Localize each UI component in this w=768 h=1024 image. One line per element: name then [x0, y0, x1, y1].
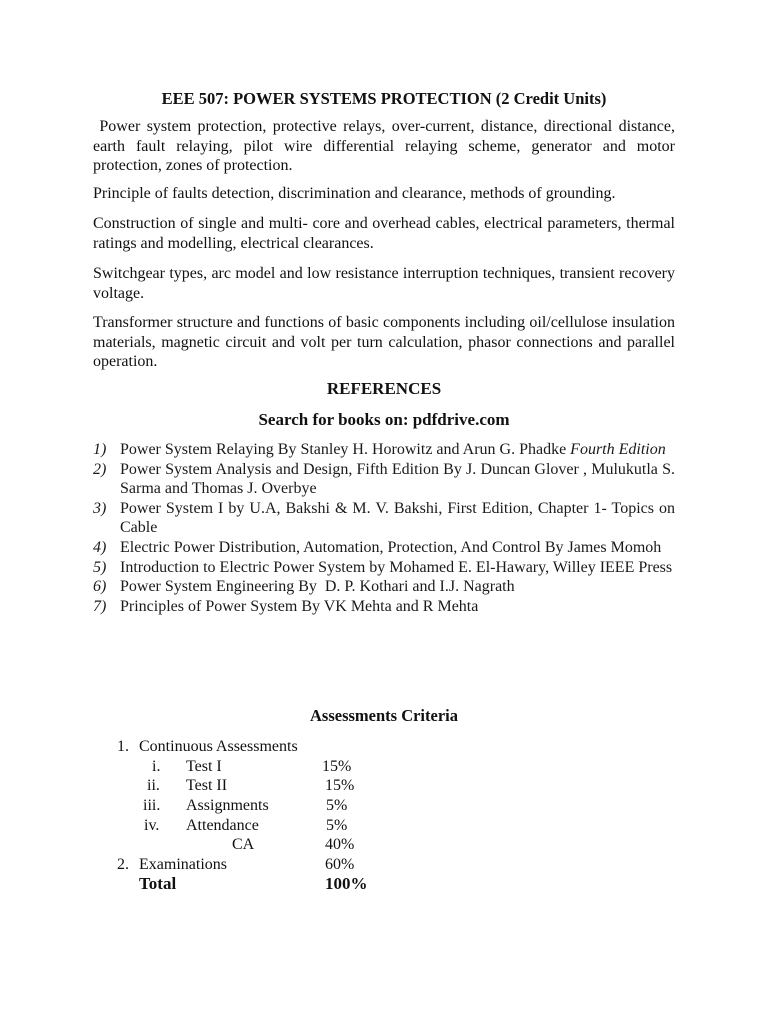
reference-number: 1): [93, 441, 107, 458]
item-number: iii.: [143, 797, 161, 814]
item-number: i.: [152, 758, 161, 775]
reference-text: Power System Engineering By D. P. Kothari and I.J. Nagrath: [120, 578, 515, 596]
reference-text: Electric Power Distribution, Automation, Protection, And Control By James Momoh: [120, 538, 662, 556]
exam-label: Examinations: [139, 856, 227, 873]
references-heading: REFERENCES: [326, 379, 442, 398]
item-value: 5%: [326, 797, 348, 814]
reference-number: 4): [93, 538, 107, 556]
list-item: [93, 597, 675, 617]
reference-main-text: Power System Relaying By Stanley H. Horowitz and Arun G. Phadke: [120, 441, 571, 458]
paragraph-switchgear: Switchgear types, arc model and low resistance interruption techniques, transient recovery voltage.: [93, 265, 675, 302]
total-value: 100%: [325, 874, 368, 893]
paragraph-cables: Construction of single and multi- core and overhead cables, electrical parameters, thermal ratings and modelling, electrical clearances.: [93, 215, 675, 252]
references-list: [93, 440, 675, 616]
course-title: EEE 507: POWER SYSTEMS PROTECTION (2 Credit Units): [161, 89, 607, 108]
item-number: iv.: [144, 817, 160, 834]
assessment-heading: Assessments Criteria: [309, 706, 458, 725]
ca-label: Continuous Assessments: [139, 738, 298, 755]
ca-total-value: 40%: [325, 836, 355, 853]
reference-text: Introduction to Electric Power System by Mohamed E. El-Hawary, Willey IEEE Press: [120, 558, 673, 576]
search-line: Search for books on: pdfdrive.com: [258, 410, 510, 429]
reference-edition: Fourth Edition: [570, 441, 666, 458]
total-label: Total: [139, 874, 177, 893]
item-number: ii.: [147, 777, 160, 794]
paragraph-transformer: Transformer structure and functions of basic components including oil/cellulose insulation materials, magnetic circuit and volt per turn calculation, phasor connections and parallel operation.: [93, 314, 675, 371]
item-value: 15%: [325, 777, 355, 794]
ca-total-label: CA: [232, 836, 255, 853]
reference-text: [120, 440, 675, 460]
exam-number: 2.: [117, 856, 129, 873]
paragraph-overview: Power system protection, protective relays, over-current, distance, directional distance, earth fault relaying, pilot wire differential relaying scheme, generator and motor protection, zones of protection.: [93, 118, 679, 175]
reference-number: 6): [93, 578, 107, 596]
reference-number: 7): [93, 597, 107, 615]
reference-text: Principles of Power System By VK Mehta and R Mehta: [120, 597, 479, 615]
reference-number: 3): [93, 499, 107, 517]
reference-text: Power System I by U.A, Bakshi & M. V. Bakshi, First Edition, Chapter 1- Topics on Cable: [120, 499, 675, 537]
exam-value: 60%: [325, 856, 355, 873]
item-label: Assignments: [186, 797, 269, 814]
list-item: [93, 460, 675, 499]
list-item: [93, 558, 675, 578]
item-label: Test I: [186, 758, 222, 775]
item-label: Attendance: [186, 817, 259, 834]
list-item: [93, 440, 675, 460]
reference-number: 2): [93, 460, 107, 478]
item-value: 15%: [322, 758, 352, 775]
ca-number: 1.: [117, 738, 129, 755]
item-value: 5%: [326, 817, 348, 834]
reference-text: Power System Analysis and Design, Fifth Edition By J. Duncan Glover , Mulukutla S. Sarma and Thomas J. Overbye: [120, 460, 675, 498]
paragraph-faults: Principle of faults detection, discrimination and clearance, methods of grounding.: [93, 185, 616, 202]
reference-number: 5): [93, 558, 107, 576]
list-item: [93, 499, 675, 538]
list-item: [93, 577, 675, 597]
list-item: [93, 538, 675, 558]
item-label: Test II: [186, 777, 228, 794]
